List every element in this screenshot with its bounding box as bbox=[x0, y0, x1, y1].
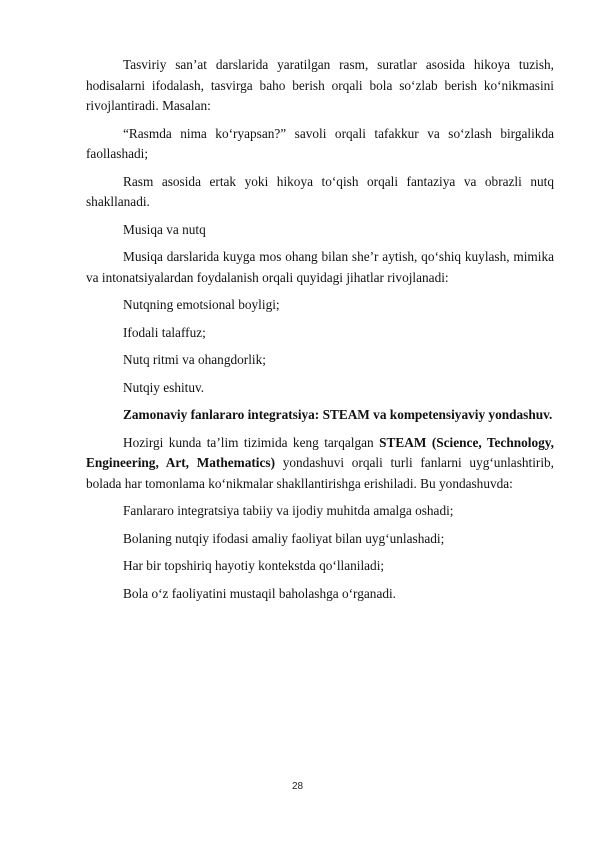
steam-text-before: Hozirgi kunda ta’lim tizimida keng tarqalgan bbox=[123, 434, 380, 450]
paragraph-steam bbox=[86, 433, 554, 495]
page-content bbox=[86, 55, 554, 611]
list-item-integration: Fanlararo integratsiya tabiiy va ijodiy muhitda amalga oshadi; bbox=[123, 503, 454, 518]
section-heading: Zamonaviy fanlararo integratsiya: STEAM va kompetensiyaviy yondashuv. bbox=[123, 407, 553, 422]
paragraph-question-example: “Rasmda nima ko‘ryapsan?” savoli orqali tafakkur va so‘zlash birgalikda faollashadi; bbox=[86, 125, 554, 161]
list-item-life-context: Har bir topshiriq hayotiy kontekstda qo‘llaniladi; bbox=[123, 558, 385, 573]
paragraph-music-lessons: Musiqa darslarida kuyga mos ohang bilan she’r aytish, qo‘shiq kuylash, mimika va intonatsiyalardan foydalanish orqali quyidagi jihatlar rivojlanadi: bbox=[86, 249, 554, 285]
paragraph-music-and-speech: Musiqa va nutq bbox=[123, 221, 206, 237]
steam-text-after: yondashuvi orqali turli fanlarni uyg‘unlashtirib, bolada har tomonlama ko‘nikmalar shakllantirishga erishiladi. Bu yondashuvda: bbox=[86, 455, 555, 491]
list-item-emotional-richness: Nutqning emotsional boyligi; bbox=[123, 297, 280, 312]
steam-definition: STEAM (Science, Technology, Engineering, Art, Mathematics) bbox=[86, 434, 554, 470]
paragraph-drawing-lessons: Tasviriy san’at darslarida yaratilgan rasm, suratlar asosida hikoya tuzish, hodisalarni ifodalash, tasvirga baho berish orqali bola so‘zlab berish ko‘nikmasini rivojlantiradi. Masalan: bbox=[86, 57, 554, 113]
list-item-practical-activity: Bolaning nutqiy ifodasi amaliy faoliyat bilan uyg‘unlashadi; bbox=[123, 530, 445, 546]
list-item-self-assessment: Bola o‘z faoliyatini mustaqil baholashga o‘rganadi. bbox=[123, 585, 397, 601]
list-item-speech-hearing: Nutqiy eshituv. bbox=[123, 379, 205, 395]
list-item-expressive-pronunciation: Ifodali talaffuz; bbox=[123, 324, 206, 340]
page-number: 28 bbox=[291, 781, 304, 792]
list-item-speech-rhythm: Nutq ritmi va ohangdorlik; bbox=[123, 352, 266, 367]
paragraph-fairy-tale-example: Rasm asosida ertak yoki hikoya to‘qish orqali fantaziya va obrazli nutq shakllanadi. bbox=[86, 173, 554, 209]
